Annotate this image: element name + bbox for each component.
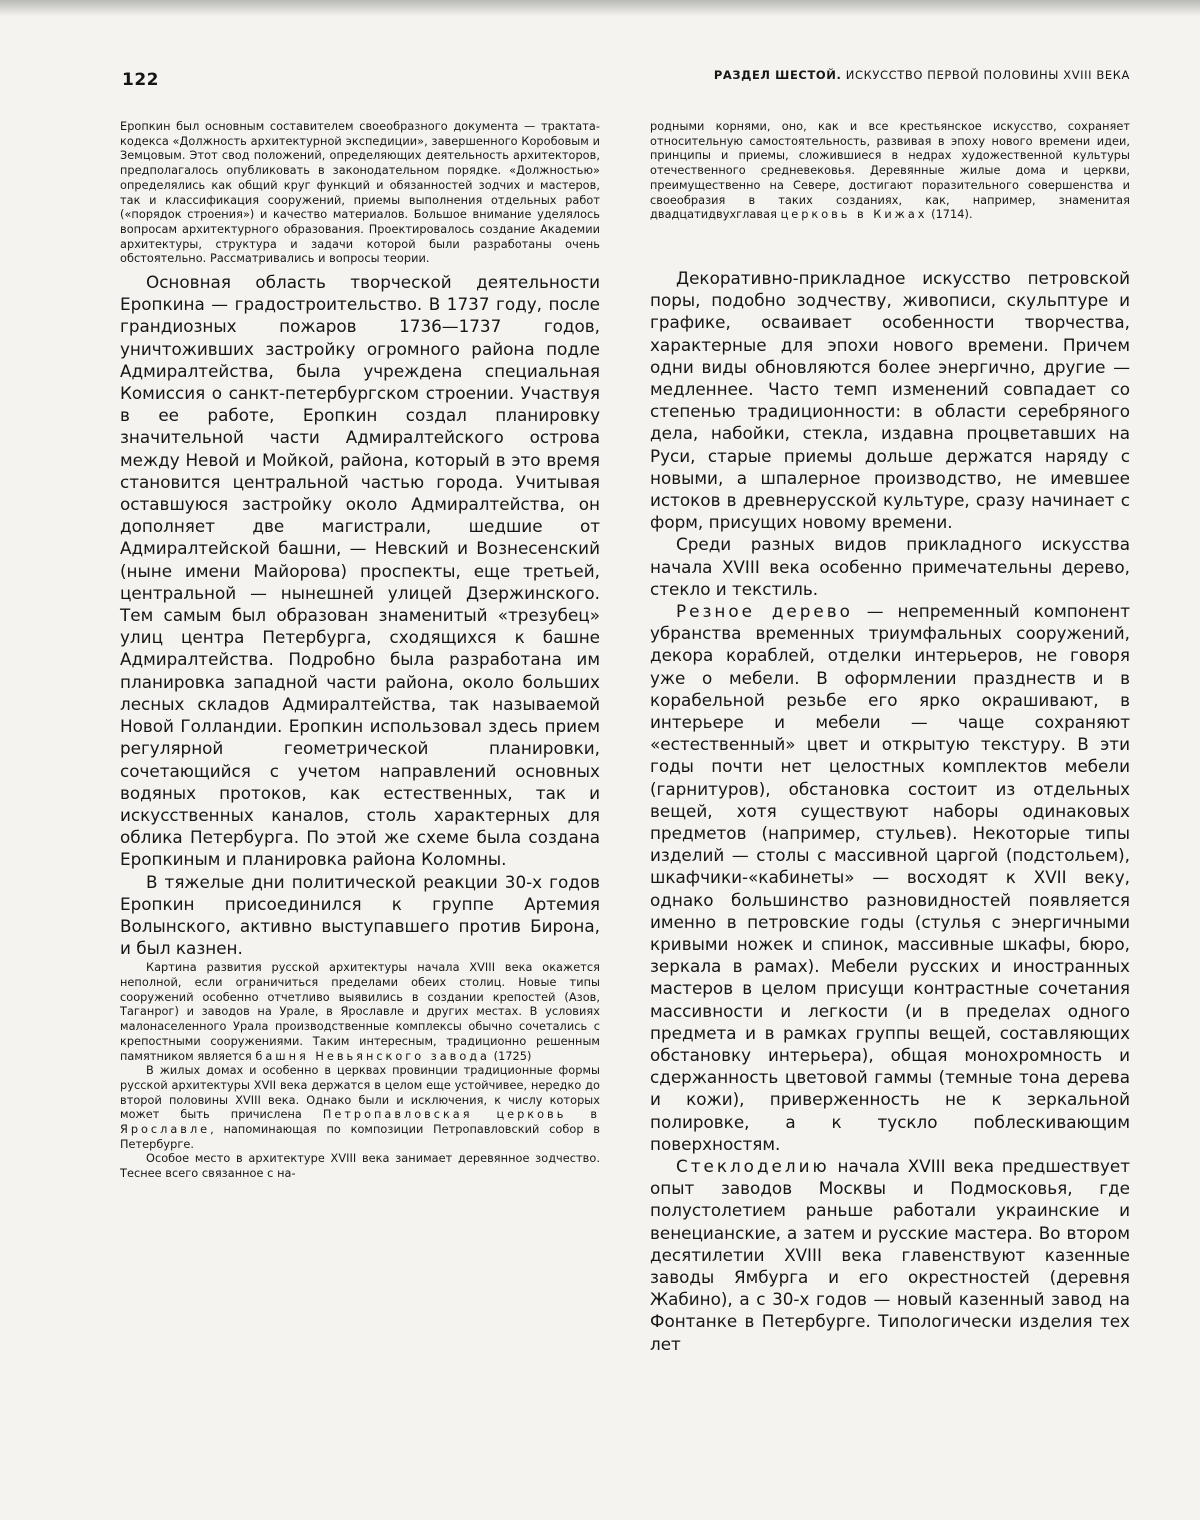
paragraph-text: Картина развития русской архитектуры начала XVIII века окажется неполной, если ограничиться пределами обеих столиц. Новые типы сооружений особенно отчетливо выявились в создании крепостей (Азов, Таганрог) и заводов на Урале, в Ярославле и других местах. В условиях малонаселенного Урала производственные комплексы обычно сочетались с крепостными сооружениями. Таким интересным, традиционно решенным памятником является: [120, 961, 600, 1063]
section-label: РАЗДЕЛ ШЕСТОЙ.: [713, 68, 842, 82]
left-column: [120, 120, 600, 1182]
paragraph-urban-planning: Основная область творческой деятельности Еропкина — градостроительство. В 1737 году, после грандиозных пожаров 1736—1737 годов, уничтоживших застройку огромного района подле Адмиралтейства, была учреждена специальная Комиссия о санкт-петербургском строении. Участвуя в ее работе, Еропкин создал планировку значительной части Адмиралтейского острова между Невой и Мойкой, района, который в это время становится центральной частью города. Учитывая оставшуюся застройку около Адмиралтейства, он дополняет две магистрали, шедшие от Адмиралтейской башни, — Невский и Вознесенский (ныне имени Майорова) проспекты, еще третьей, центральной — нынешней улицей Дзержинского. Тем самым был образован знаменитый «трезубец» улиц центра Петербурга, сходящихся к башне Адмиралтейства. Подробно была разработана им планировка западной части района, около больших лесных складов Адмиралтейства, так называемой Новой Голландии. Еропкин использовал здесь прием регулярной геометрической планировки, сочетающийся с учетом направлений основных водяных протоков, как естественных, так и искусственных каналов, столь характерных для облика Петербурга. По этой же схеме была создана Еропкиным и планировка района Коломны.: [120, 272, 600, 870]
paragraph-execution: В тяжелые дни политической реакции 30-х годов Еропкин присоединился к группе Артемия Волынского, активно выступавшего против Бирона, и был казнен.: [120, 871, 600, 959]
spaced-term: церковь в Кижах: [780, 208, 928, 222]
paragraph-text: — непременный компонент убранства временных триумфальных сооружений, декора кораблей, отделки интерьеров, не говоря уже о мебели. В оформлении празднеств и в корабельной резьбе его ярко окрашивают, в интерьере и мебели — чаще сохраняют «естественный» цвет и открытую текстуру. В эти годы почти нет целостных комплектов мебели (гарнитуров), обстановка состоит из отдельных вещей, хотя существуют наборы одинаковых предметов (например, стульев). Некоторые типы изделий — столы с массивной царгой (подстольем), шкафчики-«кабинеты» — восходят к XVII веку, однако большинство разновидностей появляется именно в петровские годы (стулья с энергичными кривыми ножек и спинок, массивные шкафы, бюро, зеркала в рамах). Мебели русских и иностранных мастеров в целом присущи контрастные сочетания массивности и легкости (и в пределах одного предмета и в рамках группы вещей, составляющих обстановку интерьера), общая монохромность и сдержанность цветовой гаммы (темные тона дерева и кожи), приверженность не к зеркальной полировке, а к тускло поблескивающим поверхностям.: [650, 600, 1131, 1154]
paragraph-wooden-architecture: Особое место в архитектуре XVIII века занимает деревянное зодчество. Теснее всего связанное с на-: [120, 1152, 600, 1181]
spaced-term: Стеклоделию: [676, 1156, 830, 1177]
paragraph-wooden-continued: [650, 120, 1130, 223]
paragraph-applied-arts: Среди разных видов прикладного искусства начала XVIII века особенно примечательны дерево, стекло и текстиль.: [650, 534, 1130, 599]
paragraph-eropkin-code: Еропкин был основным составителем своеобразного документа — трактата-кодекса «Должность архитектурной экспедиции», завершенного Коробовым и Земцовым. Этот свод положений, определяющих деятельность архитекторов, предполагалось опубликовать в законодательном порядке. «Должностью» определялись как общий круг функций и обязанностей зодчих и мастеров, так и классификация сооружений, приемы выполнения отдельных работ («порядок строения») и качество материалов. Большое внимание уделялось вопросам архитектурного образования. Проектировалось создание Академии архитектуры, структура и задачи которой были разработаны очень обстоятельно. Рассматривались и вопросы теории.: [120, 120, 600, 266]
paragraph-provincial-churches: [120, 1064, 600, 1152]
paragraph-carved-wood: [650, 600, 1130, 1155]
paragraph-text-end: (1725): [493, 1049, 532, 1063]
paragraph-glassmaking: [650, 1155, 1130, 1355]
paragraph-text-end: , напоминающая по композиции Петропавловский собор в Петербурге.: [120, 1123, 600, 1151]
spaced-term: башня Невьянского завода: [255, 1049, 490, 1063]
paragraph-decorative-arts: Декоративно-прикладное искусство петровской поры, подобно зодчеству, живописи, скульптуре и графике, осваивает особенности творчества, характерные для эпохи нового времени. Причем одни виды обновляются более энергично, другие — медленнее. Часто темп изменений совпадает со степенью традиционности: в области серебряного дела, набойки, стекла, издавна процветавших на Руси, старые приемы дольше держатся наряду с новыми, а шпалерное производство, не имевшее истоков в древнерусской культуре, сразу начинает с форм, присущих новому времени.: [650, 267, 1130, 533]
page-number: 122: [122, 70, 159, 90]
running-head: [650, 68, 1130, 82]
section-title: ИСКУССТВО ПЕРВОЙ ПОЛОВИНЫ XVIII ВЕКА: [845, 68, 1130, 82]
page-top-edge: [0, 0, 1200, 16]
paragraph-text: В жилых домах и особенно в церквах провинции традиционные формы русской архитектуры XVII века держатся в целом еще устойчивее, нередко до второй половины XVIII века. Однако были и исключения, к числу которых может быть причислена: [120, 1064, 600, 1122]
right-column: [650, 120, 1130, 1355]
spaced-term: Петропавловская церковь в Ярославле: [120, 1108, 600, 1137]
paragraph-text: родными корнями, оно, как и все крестьянское искусство, сохраняет относительную самостоятельность, развивая в эпоху нового времени идеи, принципы и приемы, сложившиеся в недрах художественной культуры отечественного средневековья. Деревянные жилые дома и церкви, преимущественно на Севере, достигают поразительного совершенства и своеобразия в таких созданиях, как, например, знаменитая двадцатидвухглавая: [650, 120, 1130, 222]
paragraph-provincial-architecture: [120, 961, 600, 1064]
spaced-term: Резное дерево: [676, 600, 853, 621]
paragraph-text: начала XVIII века предшествует опыт заводов Москвы и Подмосковья, где полустолетием раньше работали украинские и венецианские, а затем и русские мастера. Во втором десятилетии XVIII века главенствуют казенные заводы Ямбурга и его окрестностей (деревня Жабино), а с 30-х годов — новый казенный завод на Фонтанке в Петербурге. Типологически изделия тех лет: [650, 1156, 1130, 1354]
paragraph-text-end: (1714).: [931, 208, 973, 222]
